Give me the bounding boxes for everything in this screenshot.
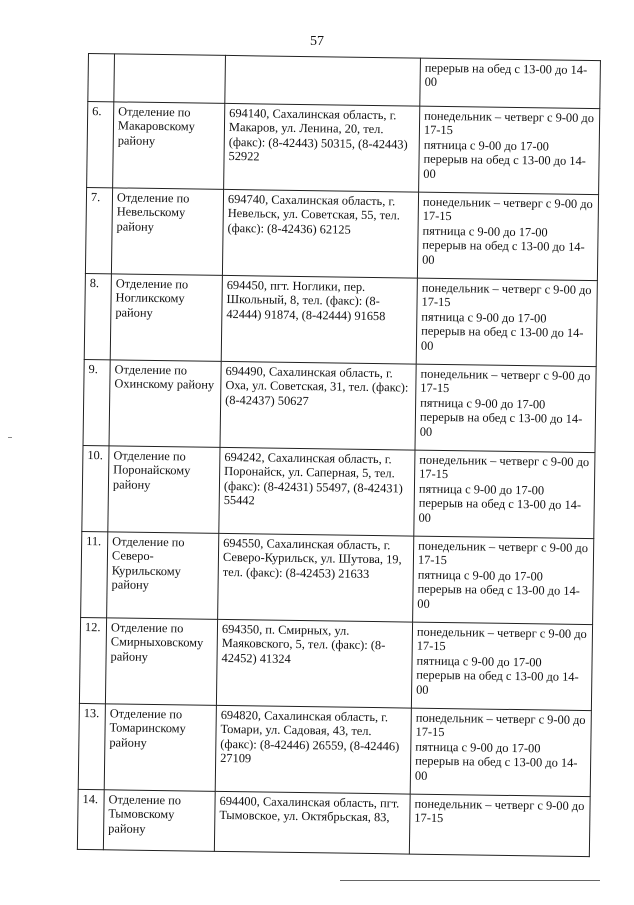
hours-cell [410,708,591,797]
row-number-cell: 13. [78,703,105,789]
hours-cell [419,106,600,195]
hours-cell [411,622,592,711]
hours-cell [420,58,601,109]
hours-line: понедельник – четверг с 9-00 до 17-15 [420,366,591,396]
hours-line: перерыв на обед с 13-00 до 14-00 [416,667,579,697]
row-number-cell: 12. [79,617,106,703]
hours-line: перерыв на обед с 13-00 до 14-00 [414,753,578,783]
address-cell: 694740, Сахалинская область, г. Невельск, ул. Советская, 55, тел. (факс): (8-42436) 62125 [222,189,418,278]
address-cell: 694350, п. Смирных, ул. Маяковского, 5, тел. (факс): (8-42452) 41324 [216,619,412,708]
hours-cell [417,192,598,281]
offices-table-wrapper [77,53,600,857]
hours-line: перерыв на обед с 13-00 до 14-00 [420,323,584,353]
hours-cell [415,364,596,453]
row-number-cell [88,54,115,102]
hours-line: понедельник – четверг с 9-00 до 17-15 [416,624,587,654]
hours-line: пятница с 9-00 до 17-00 [423,137,549,154]
offices-table-body [77,54,600,857]
hours-line: пятница с 9-00 до 17-00 [421,309,547,326]
row-number-cell: 9. [83,359,110,445]
address-cell: 694820, Сахалинская область, г. Томари, ул. Садовая, 43, тел. (факс): (8-42446) 26559, (8-42446) 27109 [215,705,411,794]
table-row [79,617,592,710]
hours-cell [414,450,595,539]
office-name-cell: Отделение по Охинскому району [109,360,221,448]
table-row [78,703,591,796]
office-name-cell: Отделение по Тымовскому району [103,790,215,852]
row-number-cell: 6. [87,102,114,188]
margin-mark [8,437,12,438]
hours-line: перерыв на обед с 13-00 до 14-00 [418,495,582,525]
office-name-cell: Отделение по Ногликскому району [110,274,222,362]
office-name-cell: Отделение по Смирныховскому району [105,618,217,706]
row-number-cell: 8. [84,273,111,359]
address-cell [225,55,421,106]
hours-line: понедельник – четверг с 9-00 до 17-15 [423,108,595,138]
hours-line: пятница с 9-00 до 17-00 [418,481,545,498]
row-number-cell: 7. [85,187,112,273]
hours-line: пятница с 9-00 до 17-00 [417,567,543,584]
office-name-cell: Отделение по Поронайскому району [108,446,220,534]
hours-line: перерыв на обед с 13-00 до 14-00 [419,409,583,439]
hours-cell [416,278,597,367]
address-cell: 694242, Сахалинская область, г. Поронайск, ул. Саперная, 5, тел. (факс): (8-42431) 55497, (8-42431) 55442 [219,447,415,536]
address-cell: 694450, пгт. Ноглики, пер. Школьный, 8, тел. (факс): (8-42444) 91874, (8-42444) 91658 [221,275,417,364]
row-number-cell: 11. [81,531,108,617]
hours-line: понедельник – четверг с 9-00 до 17-15 [415,710,586,740]
table-row [84,273,597,366]
hours-line: пятница с 9-00 до 17-00 [422,223,548,240]
table-row [81,531,594,624]
office-name-cell [114,54,226,104]
address-cell: 694490, Сахалинская область, г. Оха, ул. Советская, 31, тел. (факс): (8-42437) 50627 [220,361,416,450]
table-row-continued [88,54,601,109]
hours-line: понедельник – четверг с 9-00 до 17-15 [414,796,585,826]
hours-line: перерыв на обед с 13-00 до 14-00 [422,237,585,267]
table-row [85,187,598,280]
footer-rule [340,880,600,881]
hours-line: понедельник – четверг с 9-00 до 17-15 [417,538,589,568]
row-number-cell: 14. [77,789,104,849]
offices-table [77,53,601,857]
address-cell: 694550, Сахалинская область, г. Северо-Курильск, ул. Шутова, 19, тел. (факс): (8-42453) 21633 [218,533,414,622]
hours-line: пятница с 9-00 до 17-00 [416,653,542,670]
hours-line: понедельник – четверг с 9-00 до 17-15 [419,452,590,482]
hours-line: пятница с 9-00 до 17-00 [420,395,546,412]
office-name-cell: Отделение по Макаровскому району [113,102,225,190]
hours-line: перерыв на обед с 13-00 до 14-00 [424,60,588,90]
table-row [83,359,596,452]
address-cell: 694140, Сахалинская область, г. Макаров, ул. Ленина, 20, тел. (факс): (8-42443) 50315, (8-42443) 52922 [224,103,420,192]
hours-line: перерыв на обед с 13-00 до 14-00 [423,151,586,181]
address-cell: 694400, Сахалинская область, пгт. Тымовское, ул. Октябрьская, 83, [214,791,410,854]
page-number: 57 [310,34,324,49]
hours-line: перерыв на обед с 13-00 до 14-00 [417,581,580,611]
office-name-cell: Отделение по Невельскому району [111,188,223,276]
hours-line: понедельник – четверг с 9-00 до 17-15 [422,194,593,224]
row-number-cell: 10. [82,445,109,531]
hours-cell [413,536,594,625]
hours-cell [409,794,590,857]
hours-line: пятница с 9-00 до 17-00 [415,739,541,756]
office-name-cell: Отделение по Томаринскому району [104,704,216,792]
table-row [77,789,590,856]
hours-line: понедельник – четверг с 9-00 до 17-15 [421,280,592,310]
office-name-cell: Отделение по Северо-Курильскому району [107,532,219,620]
table-row [87,102,600,195]
table-row [82,445,595,538]
